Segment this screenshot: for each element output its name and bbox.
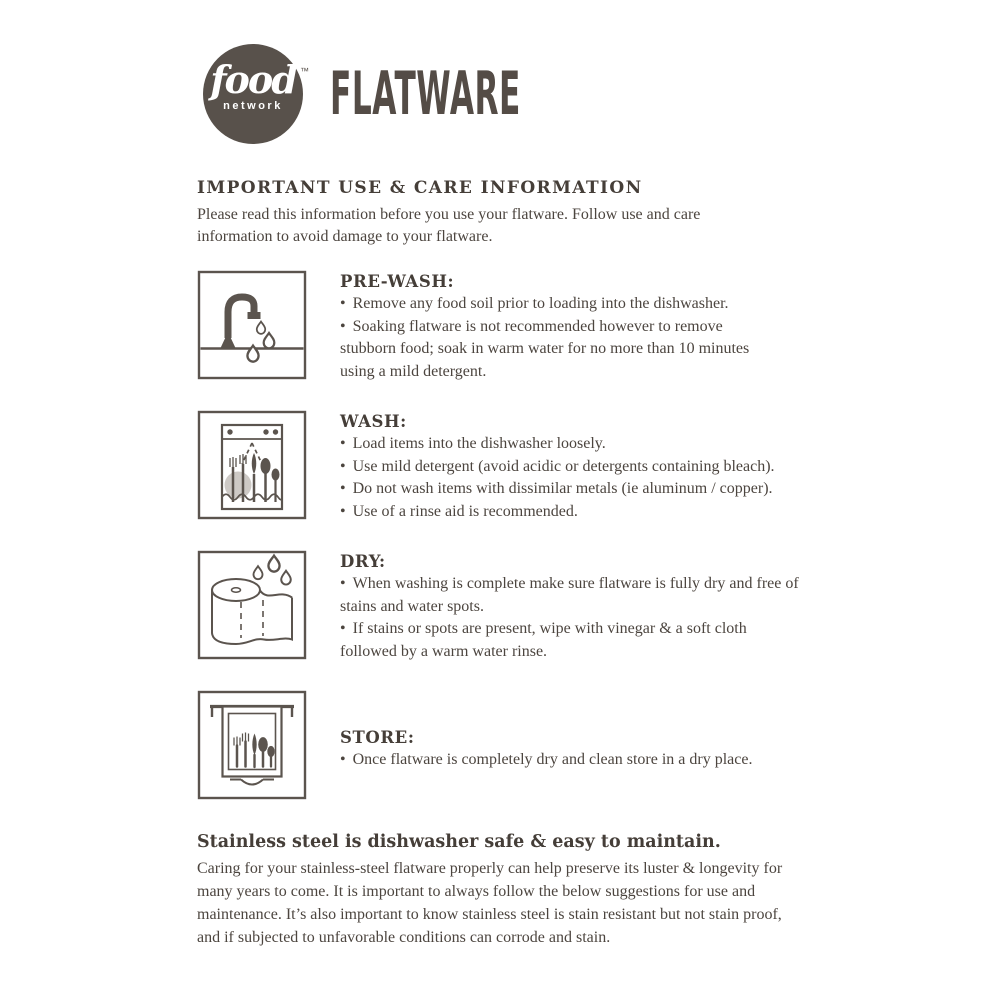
faucet-icon <box>197 270 307 380</box>
bullet-item <box>340 316 780 384</box>
wash-text <box>340 410 775 523</box>
store-text <box>340 690 752 772</box>
section-store <box>197 690 857 800</box>
section-wash <box>197 410 857 523</box>
bullet-text: Load items into the dishwasher loosely. <box>352 435 606 452</box>
section-heading: PRE-WASH: <box>340 272 455 291</box>
bullet-text: Use of a rinse aid is recommended. <box>352 502 578 520</box>
dry-text <box>340 550 800 663</box>
bullet-item <box>340 618 800 663</box>
section-heading: DRY: <box>340 552 386 571</box>
bullet-dot: • <box>340 480 346 497</box>
bullet-dot: • <box>340 317 346 335</box>
bullet-text: If stains or spots are present, wipe with vinegar & a soft cloth followed by a warm water rinse. <box>340 620 747 660</box>
section-heading: STORE: <box>340 728 415 747</box>
trademark-symbol: ™ <box>300 66 309 76</box>
store-icon-box <box>197 690 307 800</box>
bullet-list <box>340 749 752 772</box>
paper-towel-icon <box>197 550 307 660</box>
bullet-dot: • <box>340 751 346 768</box>
drawer-icon <box>197 690 307 800</box>
bullet-text: Do not wash items with dissimilar metals (ie aluminum / copper). <box>352 480 773 497</box>
dishwasher-icon <box>197 410 307 520</box>
bullet-list <box>340 293 780 383</box>
bullet-dot: • <box>340 575 346 592</box>
bullet-dot: • <box>340 295 346 312</box>
bullet-list <box>340 573 800 663</box>
bullet-item <box>340 433 775 456</box>
bullet-item <box>340 293 780 316</box>
bullet-item <box>340 501 775 524</box>
bullet-item <box>340 456 775 479</box>
section-pre-wash <box>197 270 857 383</box>
section-heading: WASH: <box>340 412 407 431</box>
bullet-text: Remove any food soil prior to loading into the dishwasher. <box>352 295 729 312</box>
bullet-item <box>340 478 775 501</box>
pre-wash-icon-box <box>197 270 307 380</box>
section-dry <box>197 550 857 663</box>
pre-wash-text <box>340 270 780 383</box>
bullet-dot: • <box>340 435 346 452</box>
care-sections <box>197 270 857 800</box>
bullet-item <box>340 573 800 618</box>
wash-icon-box <box>197 410 307 520</box>
footer-heading: Stainless steel is dishwasher safe & easy to maintain. <box>197 832 721 852</box>
logo-network-text: network <box>223 100 283 112</box>
drawer-graphic <box>210 706 294 785</box>
bullet-item <box>340 749 752 772</box>
brand-header <box>203 44 697 144</box>
logo-food-text: food <box>210 57 296 102</box>
bullet-text: Soaking flatware is not recommended however to remove stubborn food; soak in warm water for no more than 10 minutes using a mild detergent. <box>340 317 750 380</box>
bullet-dot: • <box>340 457 346 475</box>
bullet-text: Once flatware is completely dry and clean store in a dry place. <box>352 751 753 768</box>
page-title: FLATWARE <box>330 59 521 129</box>
bullet-dot: • <box>340 502 346 520</box>
bullet-text: When washing is complete make sure flatware is fully dry and free of stains and water spots. <box>340 575 799 615</box>
content-column <box>197 178 857 949</box>
bullet-list <box>340 433 775 523</box>
footer-body: Caring for your stainless-steel flatware properly can help preserve its luster & longevity for many years to come. It is important to always follow the below suggestions for use and maintenance. It’s also important to know stainless steel is stain resistant but not stain proof, and if subjected to unfavorable conditions can corrode and stain. <box>197 860 783 946</box>
footer-section <box>197 832 857 949</box>
intro-section <box>197 178 857 248</box>
dry-icon-box <box>197 550 307 660</box>
intro-heading: IMPORTANT USE & CARE INFORMATION <box>197 178 643 198</box>
bullet-dot: • <box>340 620 346 637</box>
bullet-text: Use mild detergent (avoid acidic or detergents containing bleach). <box>352 457 775 475</box>
intro-body: Please read this information before you use your flatware. Follow use and care information to avoid damage to your flatware. <box>197 206 701 245</box>
food-network-logo <box>203 44 309 144</box>
